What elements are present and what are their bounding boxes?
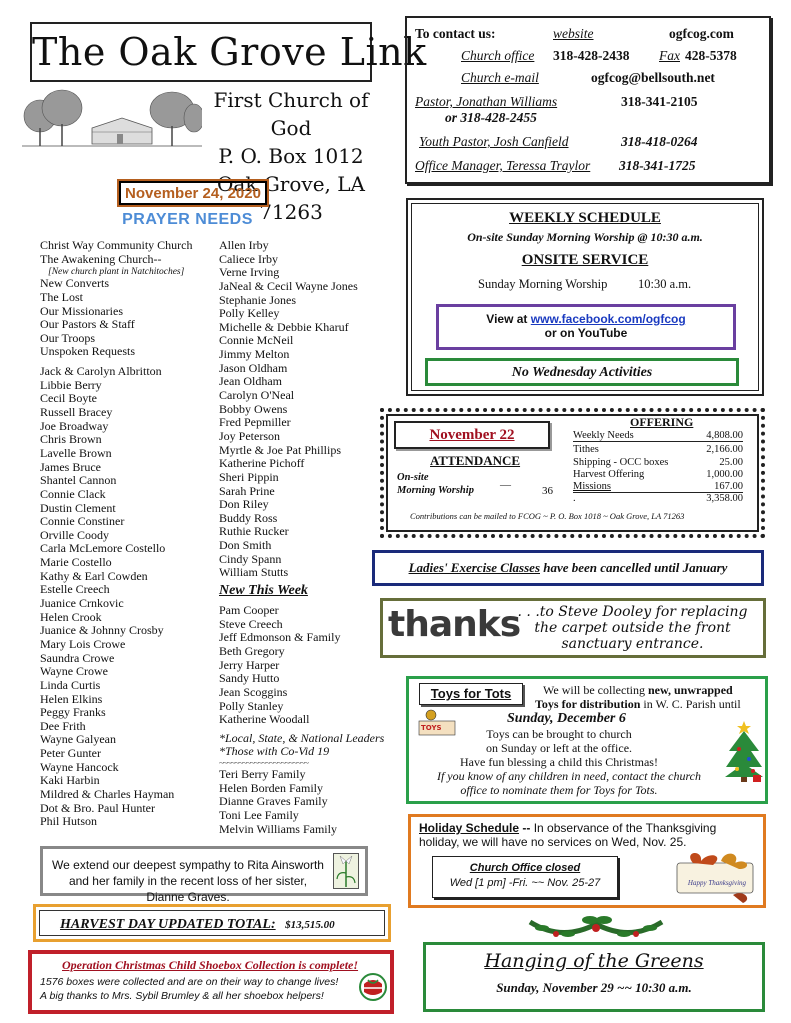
harvest-label: HARVEST DAY UPDATED TOTAL: <box>60 917 276 932</box>
thanks-graphic: thanks <box>388 604 521 645</box>
list-item: Lavelle Brown <box>40 445 112 460</box>
ladies-exercise-link: Ladies' Exercise Classes <box>408 560 540 575</box>
thanksgiving-card-icon <box>673 849 757 905</box>
list-item: Our Troops <box>40 330 96 345</box>
list-item: Katherine Pichoff <box>219 456 305 471</box>
onsite-worship-line: On-site Sunday Morning Worship @ 10:30 a.m. <box>467 230 703 244</box>
mail-note: Contributions can be mailed to FCOG ~ P. O. Box 1018 ~ Oak Grove, LA 71263 <box>410 511 685 521</box>
list-item: Wayne Hancock <box>40 759 119 774</box>
report-date: November 22 <box>394 421 550 449</box>
list-item: Jimmy Melton <box>219 347 290 362</box>
list-item: Bobby Owens <box>219 401 288 416</box>
list-item: Kathy & Earl Cowden <box>40 568 148 583</box>
list-item: Polly Kelley <box>219 306 280 321</box>
offering-heading: OFFERING <box>630 415 694 429</box>
toys-for-tots-title: Toys for Tots <box>419 683 523 705</box>
lily-icon <box>333 853 359 889</box>
list-item: Chris Brown <box>40 432 102 447</box>
sympathy-text: We extend our deepest sympathy to Rita Ainsworth and her family in the recent loss of her sister, Dianne Graves. <box>52 858 324 904</box>
service-name: Sunday Morning Worship <box>478 277 608 291</box>
offering-row <box>573 469 743 480</box>
toys-logo <box>417 709 457 737</box>
list-item: James Bruce <box>40 459 101 474</box>
office-closed-dates: Wed [1 pm] -Fri. ~~ Nov. 25-27 <box>449 877 601 889</box>
list-item: Connie McNeil <box>219 333 294 348</box>
list-item: Sandy Hutto <box>219 671 280 686</box>
toys-line-4: If you know of any children in need, contact the church <box>436 769 702 783</box>
shoebox-line-2: A big thanks to Mrs. Sybil Brumley & all her shoebox helpers! <box>40 990 324 1002</box>
list-item: Phil Hutson <box>40 814 98 829</box>
list-item: Carla McLemore Costello <box>40 541 166 556</box>
issue-date: November 24, 2020 <box>117 179 269 207</box>
toys-distribution: Toys for distribution <box>535 697 641 711</box>
onsite-service-heading: ONSITE SERVICE <box>521 252 649 268</box>
facebook-link[interactable]: www.facebook.com/ogfcog <box>530 312 686 326</box>
leaders-note: *Local, State, & National Leaders <box>219 730 385 745</box>
toys-parish: in W. C. Parish until <box>643 697 741 711</box>
list-item: Our Missionaries <box>40 303 123 318</box>
office-closed-heading: Church Office closed <box>469 862 581 874</box>
holiday-dash: -- <box>522 821 531 835</box>
list-item: Jean Oldham <box>219 374 282 389</box>
list-item: Peter Gunter <box>40 746 101 761</box>
worship-label: Morning Worship <box>397 485 474 496</box>
offering-value: 2,166.00 <box>706 444 743 455</box>
list-item: Allen Irby <box>219 238 269 252</box>
list-item: Don Smith <box>219 538 272 553</box>
list-item: JaNeal & Cecil Wayne Jones <box>219 278 358 293</box>
list-item: Cecil Boyte <box>40 391 97 406</box>
list-item: Connie Clack <box>40 486 106 501</box>
list-item: Teri Berry Family <box>219 767 306 782</box>
sympathy-box <box>40 846 368 904</box>
list-item: The Lost <box>40 289 83 304</box>
wavy-divider: ~~~~~~~~~~~~~~~~~~~~~~~ <box>219 758 308 769</box>
church-po-box: P. O. Box 1012 <box>218 144 364 168</box>
toy-train-icon <box>417 709 457 737</box>
hanging-greens-title: Hanging of the Greens <box>484 950 704 972</box>
list-item: Jason Oldham <box>219 360 288 375</box>
list-item: Linda Curtis <box>40 677 101 692</box>
weekly-schedule-heading: WEEKLY SCHEDULE <box>509 210 661 226</box>
thanks-message: . . .to Steve Dooley for replacing the carpet outside the front sanctuary entrance. <box>517 604 748 652</box>
list-item: Russell Bracey <box>40 405 113 420</box>
offering-row <box>573 444 743 455</box>
website-value[interactable]: ogfcog.com <box>669 26 734 41</box>
list-item: Caliece Irby <box>219 251 278 266</box>
list-item: Wayne Galyean <box>40 732 116 747</box>
church-name: First Church of God <box>213 88 369 140</box>
office-manager-phone: 318-341-1725 <box>619 158 696 173</box>
pastor-phone: 318-341-2105 <box>621 94 698 109</box>
contact-heading: To contact us: <box>415 26 496 41</box>
list-item: Beth Gregory <box>219 643 285 658</box>
list-item: Mary Lois Crowe <box>40 636 126 651</box>
offering-value: 167.00 <box>714 481 743 492</box>
hanging-greens-box <box>423 942 765 1012</box>
list-item: Orville Coody <box>40 527 109 542</box>
list-item: William Stutts <box>219 565 289 580</box>
list-item: Steve Creech <box>219 616 283 631</box>
email-label: Church e-mail <box>461 70 539 85</box>
list-item: Helen Elkins <box>40 691 103 706</box>
list-item: Buddy Ross <box>219 510 278 525</box>
list-item: Connie Constiner <box>40 514 125 529</box>
holiday-text-block <box>419 821 759 849</box>
pastor-label: Pastor, Jonathan Williams <box>415 94 558 109</box>
church-landscape-illustration <box>22 88 202 158</box>
offering-label: Shipping - OCC boxes <box>573 457 669 468</box>
list-item: Shantel Cannon <box>40 473 117 488</box>
prayer-column-1 <box>40 239 218 829</box>
list-item: Jerry Harper <box>219 657 280 672</box>
toys-line-3: Have fun blessing a child this Christmas! <box>460 755 658 769</box>
list-item: Myrtle & Joe Pat Phillips <box>219 442 342 457</box>
toys-new-unwrapped: new, unwrapped <box>648 683 733 697</box>
offering-row <box>573 430 743 442</box>
list-item: Fred Pepmiller <box>219 415 291 430</box>
onsite-label: On-site <box>397 472 429 483</box>
toys-distribution-line <box>535 697 741 712</box>
list-item: Pam Cooper <box>219 603 279 618</box>
list-item: Sarah Prine <box>219 483 275 498</box>
holiday-heading: Holiday Schedule <box>419 821 520 835</box>
prayer-needs-heading: PRAYER NEEDS <box>122 211 253 228</box>
list-item: Michelle & Debbie Kharuf <box>219 319 349 334</box>
toys-intro-line <box>543 683 733 698</box>
list-item: Cindy Spann <box>219 551 282 566</box>
toys-logo-text: TOYS <box>421 724 442 732</box>
offering-label: Harvest Offering <box>573 469 645 480</box>
list-item: New Converts <box>40 276 109 291</box>
shoebox-title: Operation Christmas Child Shoebox Collection is complete! <box>62 958 359 972</box>
hanging-greens-date: Sunday, November 29 ~~ 10:30 a.m. <box>496 980 692 995</box>
list-item: Melvin Williams Family <box>219 821 337 836</box>
list-item: Joy Peterson <box>219 428 280 443</box>
offering-value: 25.00 <box>719 457 743 468</box>
offering-row <box>573 457 743 468</box>
offering-label: . <box>573 493 576 504</box>
masthead-box <box>30 22 427 82</box>
list-item: Dee Frith <box>40 718 86 733</box>
offering-label: Tithes <box>573 444 599 455</box>
list-item: Kaki Harbin <box>40 773 100 788</box>
harvest-value: $13,515.00 <box>285 919 335 931</box>
office-manager-label: Office Manager, Teressa Traylor <box>415 158 591 173</box>
website-label[interactable]: website <box>553 26 594 41</box>
list-item: Dianne Graves Family <box>219 794 328 809</box>
toys-intro: We will be collecting <box>543 683 645 697</box>
shoebox-globe-icon <box>358 972 388 1002</box>
toys-deadline-date: Sunday, December 6 <box>507 711 626 726</box>
list-item: Mildred & Charles Hayman <box>40 786 175 801</box>
offering-label: Weekly Needs <box>573 430 634 441</box>
list-item: Don Riley <box>219 497 269 512</box>
prayer-column-2 <box>219 238 385 836</box>
ladies-exercise-text: have been cancelled until January <box>540 560 728 575</box>
church-city: Oak Grove, LA 71263 <box>217 172 365 224</box>
list-item: Marie Costello <box>40 555 112 570</box>
new-this-week-heading: New This Week <box>219 583 308 599</box>
fax-value: 428-5378 <box>685 48 737 63</box>
email-value[interactable]: ogfcog@bellsouth.net <box>591 70 715 85</box>
list-item: The Awakening Church-- <box>40 251 162 266</box>
pastor-alt-phone: or 318-428-2455 <box>445 110 537 125</box>
toys-line-5: office to nominate them for Toys for Tots. <box>460 783 658 797</box>
ladies-exercise-box <box>372 550 764 586</box>
shoebox-box <box>28 950 394 1014</box>
list-item: Juanice Crnkovic <box>40 596 124 611</box>
christmas-tree-icon <box>723 719 765 783</box>
newsletter-title: The Oak Grove Link <box>32 30 427 74</box>
list-item: Jeff Edmonson & Family <box>219 630 341 645</box>
list-item: Katherine Woodall <box>219 712 310 727</box>
harvest-total-box <box>33 904 391 942</box>
list-item: Wayne Crowe <box>40 664 109 679</box>
offering-label: Missions <box>573 481 611 492</box>
offering-row <box>573 481 743 493</box>
thanksgiving-card-text: Happy Thanksgiving <box>687 879 747 887</box>
list-item: Jean Scoggins <box>219 684 288 699</box>
list-item: Juanice & Johnny Crosby <box>40 623 164 638</box>
toys-line-2: on Sunday or left at the office. <box>485 741 633 755</box>
list-item: Toni Lee Family <box>219 807 299 822</box>
offering-value: 4,808.00 <box>706 430 743 441</box>
offering-value: 1,000.00 <box>706 469 743 480</box>
view-at-label: View at <box>486 312 528 326</box>
list-item: Joe Broadway <box>40 418 109 433</box>
holiday-text: In observance of the Thanksgiving holiday, we will have no services on Wed, Nov. 25. <box>419 821 717 849</box>
attendance-count: 36 <box>542 485 553 497</box>
fax-label: Fax <box>659 48 680 63</box>
list-item: Jack & Carolyn Albritton <box>40 364 162 379</box>
offering-value: 3,358.00 <box>706 493 743 504</box>
toys-line-1: Toys can be brought to church <box>486 727 632 741</box>
list-item: Verne Irving <box>219 265 280 280</box>
youtube-line: or on YouTube <box>544 326 628 340</box>
list-item: Helen Crook <box>40 609 102 624</box>
list-item: Dot & Bro. Paul Hunter <box>40 800 155 815</box>
toys-for-tots-box <box>406 676 768 804</box>
service-time: 10:30 a.m. <box>638 277 692 291</box>
no-wednesday-box: No Wednesday Activities <box>425 358 739 386</box>
list-item: Christ Way Community Church <box>40 238 193 252</box>
list-item: Ruthie Rucker <box>219 524 289 539</box>
list-item: Libbie Berry <box>40 377 102 392</box>
youth-pastor-label: Youth Pastor, Josh Canfield <box>419 134 569 149</box>
list-item: Polly Stanley <box>219 698 284 713</box>
list-item: Carolyn O'Neal <box>219 388 295 403</box>
attendance-heading: ATTENDANCE <box>430 453 521 468</box>
list-item: Peggy Franks <box>40 705 106 720</box>
shoebox-line-1: 1576 boxes were collected and are on their way to change lives! <box>40 976 339 988</box>
list-item: Helen Borden Family <box>219 780 323 795</box>
contact-box <box>405 16 771 184</box>
office-phone: 318-428-2438 <box>553 48 630 63</box>
list-item: Sheri Pippin <box>219 469 279 484</box>
church-plant-note: [New church plant in Natchitoches] <box>48 267 185 278</box>
list-item: Dustin Clement <box>40 500 116 515</box>
attendance-dash: — <box>500 479 511 491</box>
covid-note: *Those with Co-Vid 19 <box>219 744 330 759</box>
office-label: Church office <box>461 48 535 63</box>
facebook-box <box>436 304 736 350</box>
list-item: Estelle Creech <box>40 582 110 597</box>
office-closed-box <box>432 856 618 898</box>
list-item: Our Pastors & Staff <box>40 317 135 332</box>
youth-pastor-phone: 318-418-0264 <box>621 134 698 149</box>
offering-row <box>573 493 743 504</box>
list-item: Stephanie Jones <box>219 292 296 307</box>
list-item: Saundra Crowe <box>40 650 115 665</box>
list-item: Unspoken Requests <box>40 344 135 359</box>
